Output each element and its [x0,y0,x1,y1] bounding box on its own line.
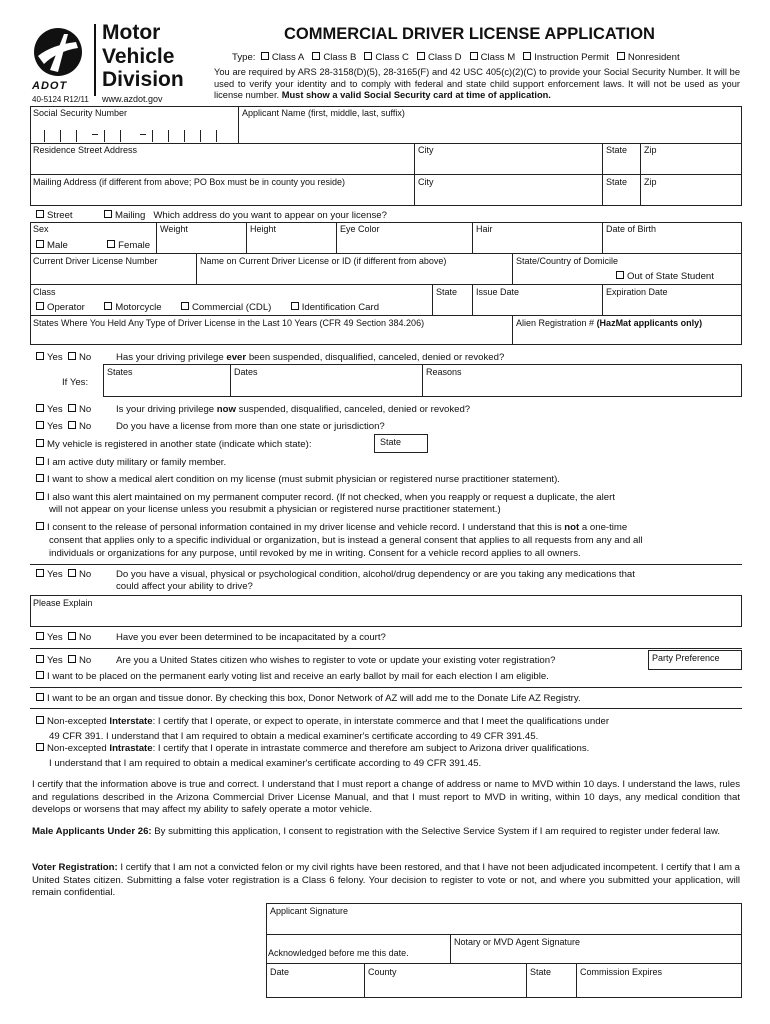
intrastate-cert-2: I understand that I am required to obtain a medical examiner's certificate according to 49 CFR 391.45. [49,758,482,769]
consent-release-3: individuals or organizations for any purpose, until revoked by me in writing. Consent for a vehicle record applies to all owners. [49,548,581,559]
explain-label: Please Explain [33,598,93,608]
sex-options [36,240,150,251]
voter-no[interactable]: No [68,655,91,666]
org-line-1: Motor [102,21,161,44]
website: www.azdot.gov [102,94,163,104]
commission-expires-label: Commission Expires [580,967,663,977]
voter-yes-no [36,655,91,666]
hair-label: Hair [476,224,493,234]
checkbox-icon[interactable] [417,52,425,60]
checkbox-icon[interactable] [68,352,76,360]
checkbox-icon[interactable] [36,743,44,751]
ssn-input[interactable] [30,118,238,144]
opt-female[interactable]: Female [107,240,150,251]
consent-release-2: consent that applies only to a specific individual or organization, but is instead a general consent that applies to all requests from any and all [49,535,643,546]
opt-commercial[interactable]: Commercial (CDL) [181,302,271,313]
checkbox-icon[interactable] [617,52,625,60]
consent-release[interactable]: I consent to the release of personal information contained in my driver license and vehicle record. I understand that this is not a one-time [36,522,627,533]
q3-yes-no [36,421,91,432]
opt-mailing[interactable]: Mailing [104,210,145,221]
checkbox-icon[interactable] [107,240,115,248]
mailing-zip-label: Zip [644,177,657,187]
states-held-label: States Where You Held Any Type of Driver License in the Last 10 Years (CFR 49 Section 384.206) [33,318,425,328]
q3-no[interactable]: No [68,421,91,432]
form-title: COMMERCIAL DRIVER LICENSE APPLICATION [284,25,655,43]
checkbox-icon[interactable] [36,421,44,429]
intrastate-cert[interactable]: Non-excepted Intrastate: I certify that I operate in intrastate commerce and therefore am subject to Arizona driver qualifications. [36,743,740,756]
q2-yes-no [36,404,91,415]
checkbox-icon[interactable] [36,240,44,248]
checkbox-icon[interactable] [104,302,112,310]
org-line-3: Division [102,68,184,91]
checkbox-icon[interactable] [68,404,76,412]
notary-signature-label: Notary or MVD Agent Signature [454,937,581,947]
opt-motorcycle[interactable]: Motorcycle [104,302,161,313]
q1-text: Has your driving privilege ever been suspended, disqualified, canceled, denied or revoked? [116,352,505,363]
sex-label: Sex [33,224,49,234]
address-question: Which address do you want to appear on your license? [153,210,387,221]
mailing-label: Mailing Address (if different from above; PO Box must be in county you reside) [33,177,345,187]
checkbox-icon[interactable] [36,457,44,465]
dob-label: Date of Birth [606,224,657,234]
applicant-signature-field[interactable] [268,916,738,932]
party-preference-label: Party Preference [652,653,720,663]
address-choice-row [36,210,387,221]
residence-state-label: State [606,145,628,155]
checkbox-icon[interactable] [364,52,372,60]
q2-text: Is your driving privilege now suspended, disqualified, canceled, denied or revoked? [116,404,471,415]
sig-county-label: County [368,967,397,977]
checkbox-icon[interactable] [291,302,299,310]
q1-yes-no [36,352,91,363]
checkbox-icon[interactable] [68,421,76,429]
opt-id-card[interactable]: Identification Card [291,302,379,313]
opt-male[interactable]: Male [36,240,68,251]
checkbox-icon[interactable] [470,52,478,60]
weight-label: Weight [160,224,188,234]
incap-text: Have you ever been determined to be incapacitated by a court? [116,632,386,643]
opt-street[interactable]: Street [36,210,73,221]
checkbox-icon[interactable] [68,655,76,663]
type-class-m[interactable]: Class M [470,52,516,63]
cond-yes-no [36,569,91,580]
voter-yes[interactable]: Yes [36,655,63,666]
q3-text: Do you have a license from more than one state or jurisdiction? [116,421,385,432]
acknowledged-label: Acknowledged before me this date. [268,948,409,958]
q1-yes[interactable]: Yes [36,352,63,363]
class-options [36,302,379,313]
applicant-name-input[interactable] [240,118,740,142]
alien-reg-label: Alien Registration # (HazMat applicants only) [516,318,703,328]
applicant-name-label: Applicant Name (first, middle, last, suffix) [242,108,405,118]
mailing-city-label: City [418,177,434,187]
type-row [232,52,680,63]
opt-operator[interactable]: Operator [36,302,85,313]
q2-no[interactable]: No [68,404,91,415]
domicile-label: State/Country of Domicile [516,256,619,266]
organ-donor[interactable]: I want to be an organ and tissue donor. By checking this box, Donor Network of AZ will add me to the Donate Life AZ Registry. [36,693,581,704]
type-class-c[interactable]: Class C [364,52,409,63]
q3-yes[interactable]: Yes [36,421,63,432]
oos-student-option[interactable]: Out of State Student [616,271,714,282]
explain-box[interactable] [30,595,742,627]
checkbox-icon[interactable] [261,52,269,60]
checkbox-icon[interactable] [312,52,320,60]
checkbox-icon[interactable] [36,439,44,447]
interstate-cert-2: 49 CFR 391. I understand that I am required to obtain a medical examiner's certificate according to 49 CFR 391.45. [49,731,539,742]
checkbox-icon[interactable] [68,632,76,640]
if-yes-label: If Yes: [62,377,89,388]
eye-color-label: Eye Color [340,224,380,234]
if-yes-dates-label: Dates [234,367,258,377]
ssn-notice: You are required by ARS 28-3158(D)(5), 28-3165(F) and 42 USC 405(c)(2)(C) to provide your Social Security Number. It will be used to verify your identity and to comply with federal and state child support enforcement laws. It will not be used as your license number. Must show a valid Social Security card at time of application. [214,67,740,100]
maintain-alert[interactable]: I also want this alert maintained on my permanent computer record. (If not checked, when you reapply or request a duplicate, the alert [36,492,615,503]
type-label: Type: [232,52,256,63]
current-dl-label: Current Driver License Number [33,256,158,266]
reg-state-label: State [380,437,402,447]
org-line-2: Vehicle [102,45,175,68]
checkbox-icon[interactable] [36,352,44,360]
name-on-dl-label: Name on Current Driver License or ID (if different from above) [200,256,447,266]
expiration-label: Expiration Date [606,287,668,297]
certify-paragraph: I certify that the information above is true and correct. I understand that I must report a change of address or name to MVD within 10 days. I understand the laws, rules and regulations described in the Arizona Commercial Driver License Manual, and that I must report to MVD in writing, within 10 days, any medical condition that develops or worsens that may affect my ability to safely operate a motor vehicle. [32,779,740,816]
incap-yes-no [36,632,91,643]
cond-yes[interactable]: Yes [36,569,63,580]
logo-wordmark: ADOT [32,80,68,92]
residence-city-label: City [418,145,434,155]
voter-registration-paragraph: Voter Registration: I certify that I am not a convicted felon or my civil rights have been restored, and that I have not been adjudicated incompetent. I certify that I am a United States citizen. Submitting a false voter registration is a Class 6 felony. Your decision to register to vote or not, and where you submitted your application, will remain confidential. [32,862,740,899]
if-yes-states-label: States [107,367,133,377]
checkbox-icon[interactable] [36,474,44,482]
medical-alert[interactable]: I want to show a medical alert condition on my license (must submit physician or registered nurse practitioner statement). [36,474,560,485]
ssn-label: Social Security Number [33,108,128,118]
q1-no[interactable]: No [68,352,91,363]
maintain-alert-2: will not appear on your license unless you resubmit a physician or registered nurse practitioner statement.) [49,504,501,515]
residence-zip-label: Zip [644,145,657,155]
height-label: Height [250,224,277,234]
checkbox-icon[interactable] [523,52,531,60]
checkbox-icon[interactable] [36,522,44,530]
checkbox-icon[interactable] [36,302,44,310]
q2-yes[interactable]: Yes [36,404,63,415]
checkbox-icon[interactable] [36,404,44,412]
interstate-cert[interactable]: Non-excepted Interstate: I certify that I operate, or expect to operate, in interstate commerce and that I meet the qualifications under [36,716,740,729]
checkbox-icon[interactable] [36,693,44,701]
residence-label: Residence Street Address [33,145,138,155]
checkbox-icon[interactable] [181,302,189,310]
cond-no[interactable]: No [68,569,91,580]
cond-text-2: could affect your ability to drive? [116,581,253,592]
type-class-a[interactable]: Class A [261,52,305,63]
checkbox-icon[interactable] [36,671,44,679]
type-instruction-permit[interactable]: Instruction Permit [523,52,609,63]
cond-text: Do you have a visual, physical or psychological condition, alcohol/drug dependency or are you taking any medications that [116,569,635,580]
type-class-d[interactable]: Class D [417,52,462,63]
if-yes-reasons-label: Reasons [426,367,462,377]
adot-logo [30,26,86,82]
type-nonresident[interactable]: Nonresident [617,52,680,63]
checkbox-icon[interactable] [36,569,44,577]
class-state-label: State [436,287,458,297]
adot-logo-icon [30,26,86,82]
checkbox-icon[interactable] [68,569,76,577]
issue-date-label: Issue Date [476,287,520,297]
checkbox-icon[interactable] [36,716,44,724]
mailing-state-label: State [606,177,628,187]
checkbox-icon[interactable] [36,492,44,500]
incap-yes[interactable]: Yes [36,632,63,643]
voter-text: Are you a United States citizen who wishes to register to vote or update your existing voter registration? [116,655,556,666]
type-class-b[interactable]: Class B [312,52,356,63]
military[interactable]: I am active duty military or family member. [36,457,226,468]
checkbox-icon[interactable] [36,210,44,218]
checkbox-icon[interactable] [36,632,44,640]
selective-service-paragraph: Male Applicants Under 26: By submitting this application, I consent to registration with the Selective Service System if I am required to register under federal law. [32,826,721,837]
form-number: 40-5124 R12/11 [32,95,89,104]
sig-state-label: State [530,967,552,977]
applicant-signature-label: Applicant Signature [270,906,349,916]
early-ballot[interactable]: I want to be placed on the permanent early voting list and receive an early ballot by mail for each election I am eligible. [36,671,549,682]
class-label: Class [33,287,56,297]
incap-no[interactable]: No [68,632,91,643]
checkbox-icon[interactable] [104,210,112,218]
sig-date-label: Date [270,967,290,977]
checkbox-icon[interactable] [36,655,44,663]
reg-other-state[interactable]: My vehicle is registered in another state (indicate which state): [36,439,311,450]
checkbox-icon[interactable] [616,271,624,279]
